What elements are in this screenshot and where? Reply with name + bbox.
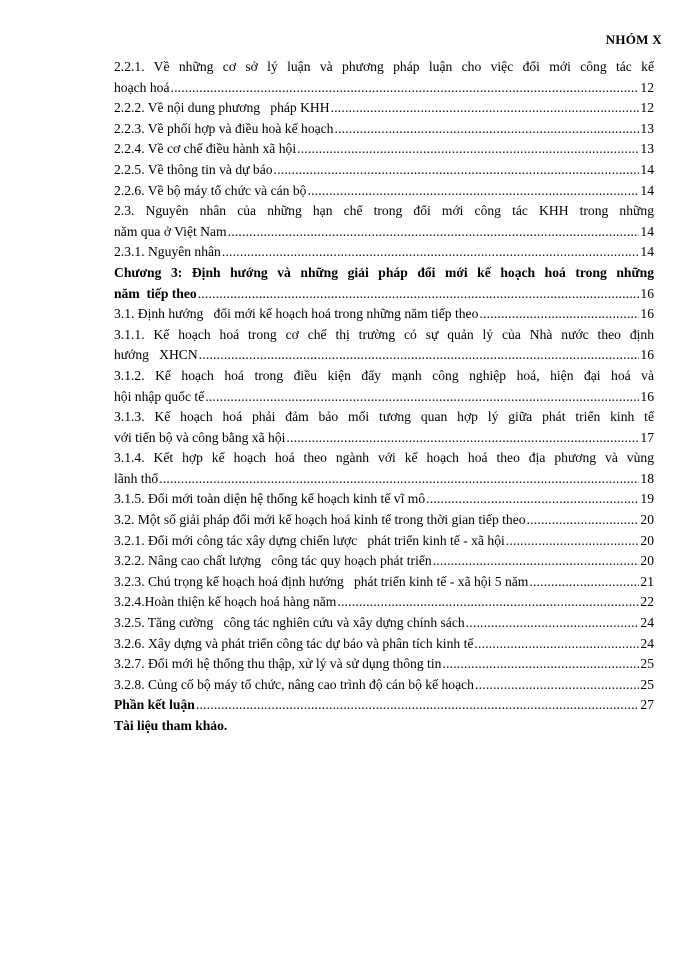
toc-entry-line: [114, 222, 654, 243]
toc-entry-title: 2.2.4. Về cơ chế điều hành xã hội: [114, 141, 297, 157]
toc-entry: [114, 510, 654, 531]
toc-page-number: 25: [640, 676, 654, 692]
toc-entry: [114, 551, 654, 572]
toc-entry: [114, 242, 654, 263]
toc-entry-title: với tiến bộ và công bằng xã hội: [114, 429, 286, 445]
toc-page-number: 25: [640, 656, 654, 672]
toc-dot-leader: [506, 531, 640, 552]
toc-entry-line: [114, 78, 654, 99]
toc-entry-title: hoạch hoá: [114, 79, 170, 95]
toc-entry: [114, 592, 654, 613]
toc-entry-title: Tài liệu tham khảo.: [114, 718, 228, 733]
toc-entry-title: 3.1.5. Đổi mới toàn diện hệ thống kế hoạch kinh tế vĩ mô: [114, 491, 426, 507]
toc-dot-leader: [274, 160, 640, 181]
toc-entry-line: [114, 572, 654, 593]
toc-dot-leader: [196, 695, 640, 716]
toc-entry: [114, 366, 654, 407]
toc-page-number: 12: [640, 100, 654, 116]
toc-entry: [114, 572, 654, 593]
toc-entry-title: năm qua ở Việt Nam: [114, 223, 227, 239]
toc-page-number: 14: [640, 223, 654, 239]
toc-entry: [114, 407, 654, 448]
toc-entry: [114, 613, 654, 634]
toc-page-number: 16: [640, 388, 654, 404]
toc-entry-line: [114, 119, 654, 140]
toc-entry-line: [114, 613, 654, 634]
toc-entry-line: [114, 181, 654, 202]
toc-dot-leader: [337, 592, 639, 613]
toc-entry-title: 3.2. Một số giải pháp đổi mới kế hoạch hoá kinh tế trong thời gian tiếp theo: [114, 512, 526, 528]
toc-entry-title: 3.2.4.Hoàn thiện kế hoạch hoá hàng năm: [114, 594, 337, 610]
toc-page-number: 21: [640, 573, 654, 589]
toc-entry-line: [114, 592, 654, 613]
toc-dot-leader: [307, 181, 639, 202]
toc-dot-leader: [442, 654, 639, 675]
toc-entry: [114, 634, 654, 655]
toc-entry: [114, 201, 654, 242]
toc-entry: [114, 695, 654, 716]
toc-dot-leader: [198, 284, 640, 305]
toc-entry: [114, 160, 654, 181]
toc-page-number: 20: [640, 512, 654, 528]
toc-page-number: 20: [640, 553, 654, 569]
toc-dot-leader: [222, 242, 640, 263]
toc-dot-leader: [159, 469, 639, 490]
toc-page-number: 27: [640, 697, 654, 713]
toc-entry-title: 2.2.3. Về phối hợp và điều hoà kế hoạch: [114, 120, 334, 136]
toc-entry-title-line: 2.2.1. Về những cơ sở lý luận và phương pháp luận cho việc đổi mới công tác kế: [114, 59, 654, 74]
toc-page-number: 22: [640, 594, 654, 610]
toc-page-number: 14: [640, 182, 654, 198]
toc-dot-leader: [297, 139, 639, 160]
toc-page-number: 17: [640, 429, 654, 445]
toc-entry-title: 3.2.5. Tăng cường công tác nghiên cứu và xây dựng chính sách: [114, 615, 465, 631]
toc-entry: [114, 98, 654, 119]
toc-entry-title-line: 3.1.4. Kết hợp kế hoạch hoá theo ngành với kế hoạch hoá theo địa phương và vùng: [114, 450, 654, 466]
toc-dot-leader: [433, 551, 640, 572]
toc-entry-line: [114, 139, 654, 160]
toc-dot-leader: [529, 572, 639, 593]
toc-entry-title: 3.2.6. Xây dựng và phát triển công tác dự báo và phân tích kinh tế: [114, 635, 474, 651]
toc-page-number: 14: [640, 244, 654, 260]
toc-dot-leader: [334, 119, 639, 140]
toc-dot-leader: [474, 634, 639, 655]
toc-entry-line: [114, 489, 654, 510]
toc-entry-title: 2.2.5. Về thông tin và dự báo: [114, 161, 273, 177]
toc-page-number: 16: [640, 347, 654, 363]
toc-dot-leader: [475, 675, 639, 696]
toc-entry-title: 2.2.6. Về bộ máy tổ chức và cán bộ: [114, 182, 307, 198]
toc-entry: [114, 181, 654, 202]
toc-entry: [114, 489, 654, 510]
toc-dot-leader: [331, 98, 640, 119]
toc-entry: [114, 325, 654, 366]
toc-entry-title-line: Chương 3: Định hướng và những giải pháp đổi mới kế hoạch hoá trong những: [114, 264, 654, 280]
toc-entry-line: [114, 551, 654, 572]
toc-page-number: 16: [640, 306, 654, 322]
toc-entry-title: 3.2.1. Đổi mới công tác xây dựng chiến lược phát triển kinh tế - xã hội: [114, 532, 505, 548]
toc-entry-title-line: 3.1.2. Kế hoạch hoá trong điều kiện đẩy mạnh công nghiệp hoá, hiện đại hoá và: [114, 367, 654, 383]
toc-entry-title: 3.2.7. Đổi mới hệ thống thu thập, xử lý và sử dụng thông tin: [114, 656, 442, 672]
toc-entry-line: [114, 304, 654, 325]
toc-dot-leader: [527, 510, 640, 531]
toc-page-number: 13: [640, 120, 654, 136]
toc-entry-line: [114, 531, 654, 552]
toc-entry: [114, 119, 654, 140]
toc-dot-leader: [286, 428, 639, 449]
toc-dot-leader: [205, 387, 639, 408]
toc-entry-title: 3.2.8. Củng cố bộ máy tổ chức, nâng cao trình độ cán bộ kế hoạch: [114, 676, 474, 692]
toc-entry-title: 3.2.3. Chú trọng kế hoạch hoá định hướng phát triển kinh tế - xã hội 5 năm: [114, 573, 529, 589]
toc-entry-title: 2.3.1. Nguyên nhân: [114, 244, 221, 260]
toc-entry-line: [114, 716, 654, 737]
toc-entry-line: [114, 428, 654, 449]
toc-entry: [114, 304, 654, 325]
toc-entry-line: [114, 160, 654, 181]
toc-page-number: 12: [640, 79, 654, 95]
toc-entry: [114, 263, 654, 304]
table-of-contents: [114, 57, 654, 737]
toc-dot-leader: [426, 489, 639, 510]
toc-page-number: 19: [640, 491, 654, 507]
toc-dot-leader: [199, 345, 640, 366]
toc-page-number: 14: [640, 161, 654, 177]
toc-entry: [114, 57, 654, 98]
toc-page-number: 18: [640, 470, 654, 486]
toc-entry-title: lãnh thổ: [114, 470, 159, 486]
toc-dot-leader: [228, 222, 640, 243]
toc-entry-line: [114, 510, 654, 531]
toc-entry-title: 3.2.2. Nâng cao chất lượng công tác quy hoạch phát triển: [114, 553, 432, 569]
toc-entry-title-line: 3.1.1. Kế hoạch hoá trong cơ chế thị trường có sự quản lý của Nhà nước theo định: [114, 326, 654, 342]
toc-entry-title: 2.2.2. Về nội dung phương pháp KHH: [114, 100, 330, 116]
toc-entry: [114, 139, 654, 160]
toc-page-number: 24: [640, 635, 654, 651]
toc-entry-title: 3.1. Định hướng đổi mới kế hoạch hoá trong những năm tiếp theo: [114, 306, 479, 322]
toc-entry-line: [114, 634, 654, 655]
toc-entry-line: [114, 654, 654, 675]
document-header-group: NHÓM X: [605, 32, 662, 47]
toc-entry-title: hội nhập quốc tế: [114, 388, 205, 404]
toc-page-number: 20: [640, 532, 654, 548]
toc-entry-line: [114, 98, 654, 119]
toc-entry-line: [114, 284, 654, 305]
toc-page-number: 13: [640, 141, 654, 157]
toc-entry: [114, 531, 654, 552]
toc-entry-title: Phần kết luận: [114, 697, 195, 713]
toc-entry-title-line: 2.3. Nguyên nhân của những hạn chế trong đổi mới công tác KHH trong những: [114, 203, 654, 219]
toc-entry-line: [114, 242, 654, 263]
toc-entry: [114, 654, 654, 675]
toc-entry-line: [114, 345, 654, 366]
toc-entry: [114, 675, 654, 696]
toc-entry-line: [114, 469, 654, 490]
toc-dot-leader: [466, 613, 640, 634]
toc-page-number: 16: [640, 285, 654, 301]
toc-page-number: 24: [640, 615, 654, 631]
toc-entry-line: [114, 695, 654, 716]
toc-entry-title: hướng XHCN: [114, 347, 198, 363]
toc-entry: [114, 716, 654, 737]
toc-dot-leader: [479, 304, 639, 325]
toc-dot-leader: [170, 78, 639, 99]
toc-entry: [114, 448, 654, 489]
toc-entry-title-line: 3.1.3. Kế hoạch hoá phải đảm bảo mối tương quan hợp lý giữa phát triển kinh tế: [114, 409, 654, 425]
toc-entry-line: [114, 387, 654, 408]
toc-entry-title: năm tiếp theo: [114, 285, 197, 301]
toc-entry-line: [114, 675, 654, 696]
